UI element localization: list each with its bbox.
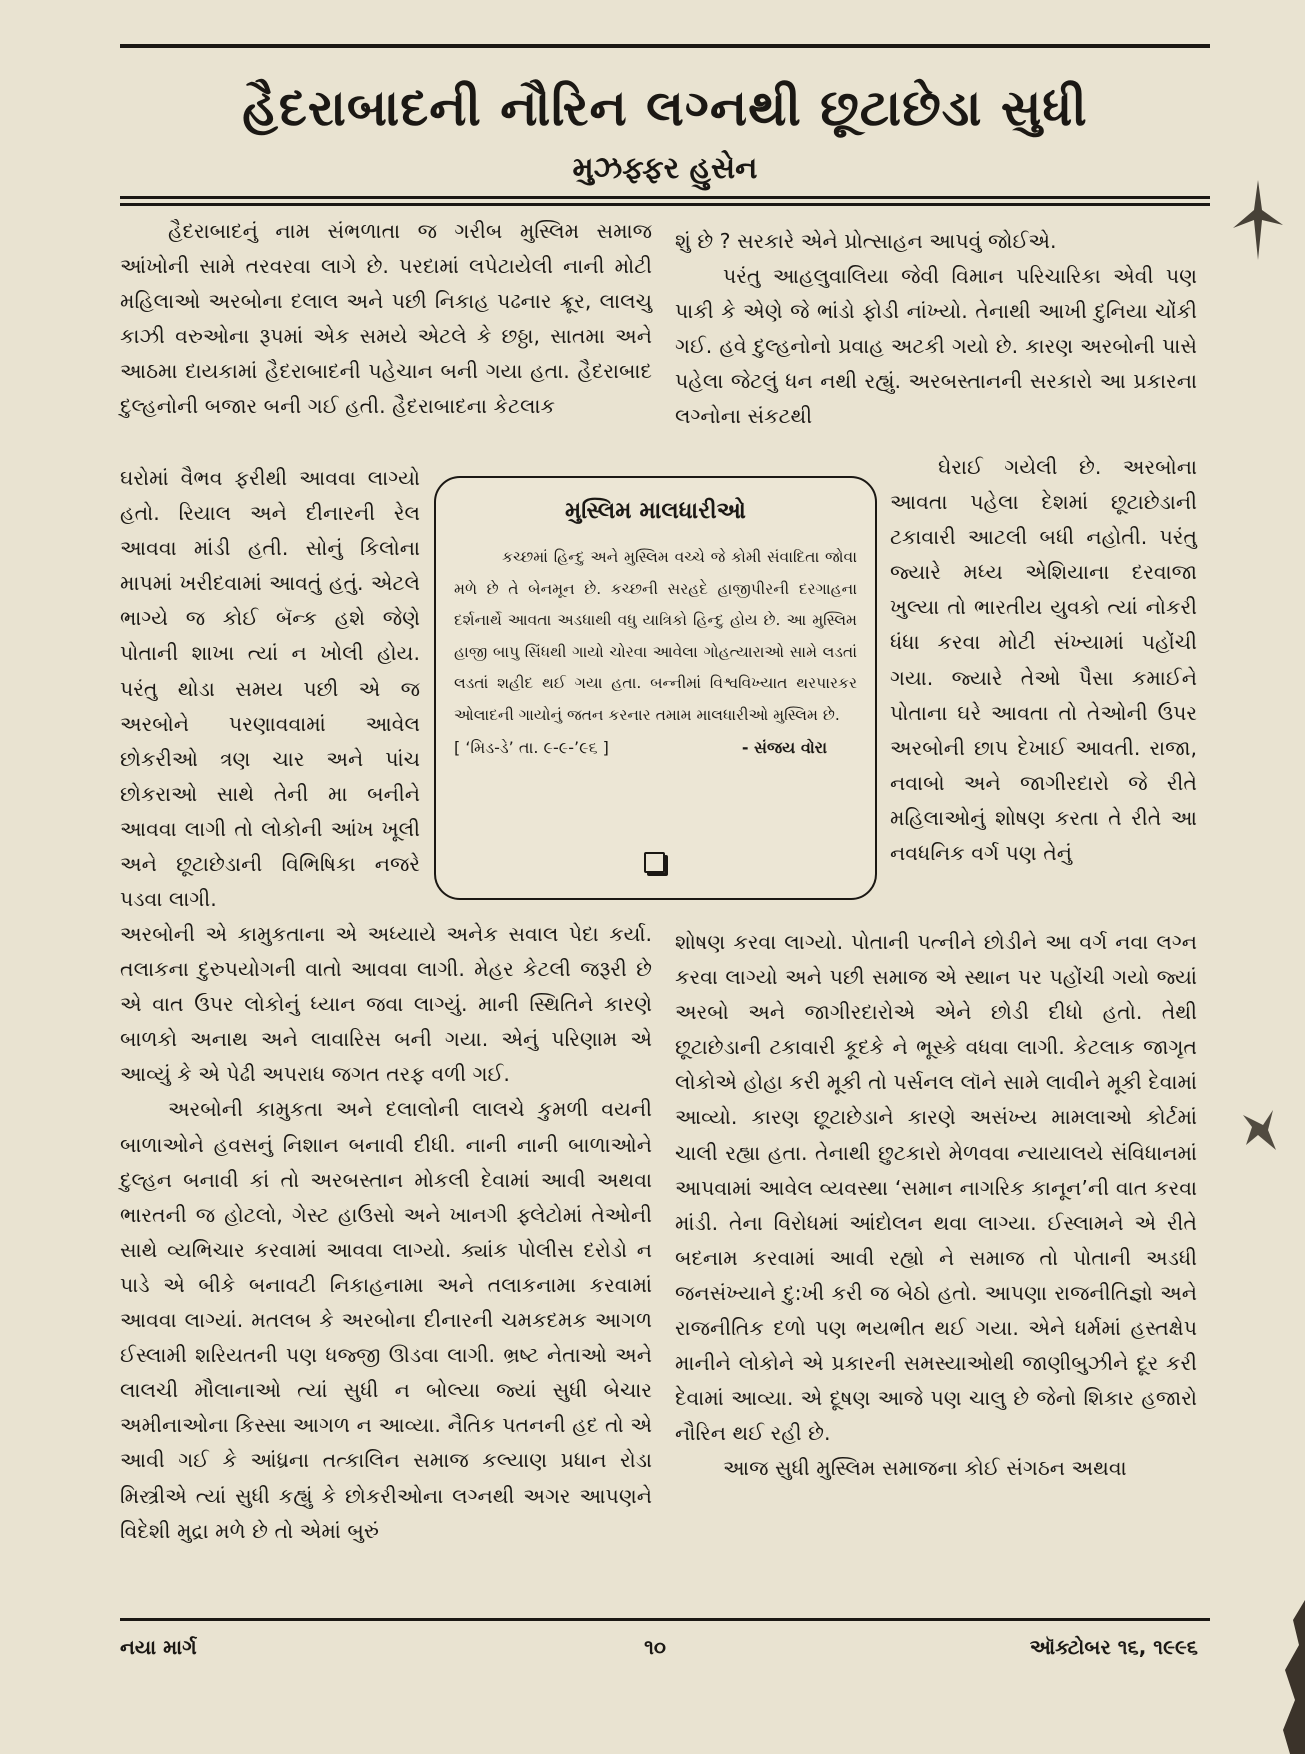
sidebar-source: [ ‘મિડ-ડે’ તા. ૯-૯-’૯૬ ] — [454, 737, 609, 757]
article-title: હૈદરાબાદની નૌરિન લગ્નથી છૂટાછેડા સુધી — [242, 79, 1088, 137]
footer-publication: નયા માર્ગ — [120, 1635, 197, 1659]
footer-rule — [120, 1618, 1210, 1621]
paragraph: હૈદરાબાદનું નામ સંભળાતા જ ગરીબ મુસ્લિમ સમાજ આંખોની સામે તરવરવા લાગે છે. પરદામાં લપેટાયેલી નાની મોટી મહિલાઓ અરબોના દલાલ અને પછી નિકાહ પઢનાર ક્રૂર, લાલચુ કાઝી વરુઓના રૂપમાં એક સમયે એટલે કે છઠ્ઠા, સાતમા અને આઠમા દાયકામાં હૈદરાબાદની પહેચાન બની ગયા હતા. હૈદરાબાદ દુલ્હનોની બજાર બની ગઈ હતી. હૈદરાબાદના કેટલાક — [120, 219, 652, 419]
paper-damage-mark-bottom — [1238, 1105, 1278, 1155]
article-author: મુઝફ્ફર હુસેન — [572, 151, 758, 186]
column-left-bottom — [120, 917, 652, 1549]
torn-edge — [1275, 1600, 1305, 1754]
column-right-narrow — [890, 450, 1197, 871]
paragraph: શું છે ? સરકારે એને પ્રોત્સાહન આપવું જોઈએ. — [675, 229, 1057, 253]
column-left-top — [120, 214, 652, 425]
footer-page-number: ૧૦ — [644, 1635, 666, 1659]
paper-damage-mark-top — [1228, 180, 1288, 260]
paragraph: ઘરોમાં વૈભવ ફરીથી આવવા લાગ્યો હતો. રિયાલ અને દીનારની રેલ આવવા માંડી હતી. સોનું કિલોના માપમાં ખરીદવામાં આવતું હતું. એટલે ભાગ્યે જ કોઈ બૅન્ક હશે જેણે પોતાની શાખા ત્યાં ન ખોલી હોય. પરંતુ થોડા સમય પછી એ જ અરબોને પરણાવવામાં આવેલ છોકરીઓ ત્રણ ચાર અને પાંચ છોકરાઓ સાથે તેની મા બનીને આવવા લાગી તો લોકોની આંખ ખૂલી અને છૂટાછેડાની વિભિષિકા નજરે પડવા લાગી. — [120, 466, 420, 912]
sidebar-source-row — [454, 738, 857, 758]
sidebar-title: મુસ્લિમ માલધારીઓ — [565, 498, 746, 524]
column-right-top — [675, 224, 1197, 435]
sidebar-byline: - સંજય વોરા — [741, 737, 827, 757]
footer-date: ઑક્ટોબર ૧૬, ૧૯૯૬ — [1029, 1635, 1198, 1659]
column-left-narrow — [120, 461, 420, 917]
header-double-rule-bottom — [120, 203, 1210, 206]
paragraph: આજ સુધી મુસ્લિમ સમાજના કોઈ સંગઠન અથવા — [723, 1456, 1127, 1481]
top-rule — [120, 44, 1210, 48]
sidebar-box — [434, 476, 877, 900]
column-right-bottom — [675, 925, 1197, 1487]
paragraph: શોષણ કરવા લાગ્યો. પોતાની પત્નીને છોડીને આ વર્ગ નવા લગ્ન કરવા લાગ્યો અને પછી સમાજ એ સ્થાન પર પહોંચી ગયો જ્યાં અરબો અને જાગીરદારોએ એને છોડી દીધો હતો. તેથી છૂટાછેડાની ટકાવારી કૂદકે ને ભૂસ્કે વધવા લાગી. કેટલાક જાગૃત લોકોએ હોહા કરી મૂકી તો પર્સનલ લૉને સામે લાવીને મૂકી દેવામાં આવ્યો. કારણ છૂટાછેડાને કારણે અસંખ્ય મામલાઓ કોર્ટમાં ચાલી રહ્યા હતા. તેનાથી છુટકારો મેળવવા ન્યાયાલયે સંવિધાનમાં આપવામાં આવેલ વ્યવસ્થા ‘સમાન નાગરિક કાનૂન’ની વાત કરવા માંડી. તેના વિરોધમાં આંદોલન થવા લાગ્યા. ઈસ્લામને એ રીતે બદનામ કરવામાં આવી રહ્યો ને સમાજ તો પોતાની અડધી જનસંખ્યાને દુ:ખી કરી જ બેઠો હતો. આપણા રાજનીતિજ્ઞો અને રાજનીતિક દળો પણ ભયભીત થઈ ગયા. એને ધર્મમાં હસ્તક્ષેપ માનીને લોકોને એ પ્રકારની સમસ્યાઓથી જાણીબુઝીને દૂર કરી દેવામાં આવ્યા. એ દૂષણ આજે પણ ચાલુ છે જેનો શિકાર હજારો નૌરિન થઈ રહી છે. — [675, 930, 1197, 1446]
paragraph: અરબોની કામુકતા અને દલાલોની લાલચે કુમળી વયની બાળાઓને હવસનું નિશાન બનાવી દીધી. નાની નાની બાળાઓને દુલ્હન બનાવી કાં તો અરબસ્તાન મોકલી દેવામાં આવી અથવા ભારતની જ હોટલો, ગેસ્ટ હાઉસો અને ખાનગી ફ્લેટોમાં તેઓની સાથે વ્યભિચાર કરવામાં આવવા લાગ્યો. ક્યાંક પોલીસ દરોડો ન પાડે એ બીકે બનાવટી નિકાહનામા અને તલાકનામા કરવામાં આવવા લાગ્યાં. મતલબ કે અરબોના દીનારની ચમકદમક આગળ ઈસ્લામી શરિયતની પણ ધજ્જી ઊડવા લાગી. ભ્રષ્ટ નેતાઓ અને લાલચી મૌલાનાઓ ત્યાં સુધી ન બોલ્યા જ્યાં સુધી બેચાર અમીનાઓના કિસ્સા આગળ ન આવ્યા. નૈતિક પતનની હદ તો એ આવી ગઈ કે આંધ્રના તત્કાલિન સમાજ કલ્યાણ પ્રધાન રોડા મિસ્ત્રીએ ત્યાં સુધી કહ્યું કે છોકરીઓના લગ્નથી અગર આપણને વિદેશી મુદ્રા મળે છે તો એમાં બુરું — [120, 1097, 652, 1543]
sidebar-text: કચ્છમાં હિન્દુ અને મુસ્લિમ વચ્ચે જે કોમી સંવાદિતા જોવા મળે છે તે બેનમૂન છે. કચ્છની સરહદે હાજીપીરની દરગાહના દર્શનાર્થે આવતા અડધાથી વધુ યાત્રિકો હિન્દુ હોય છે. આ મુસ્લિમ હાજી બાપુ સિંધથી ગાયો ચોરવા આવેલા ગોહત્યારાઓ સામે લડતાં લડતાં શહીદ થઈ ગયા હતા. બન્નીમાં વિશ્વવિખ્યાત થરપારકર ઓલાદની ગાયોનું જતન કરનાર તમામ માલધારીઓ મુસ્લિમ છે. — [454, 548, 857, 724]
paragraph: પરંતુ આહલુવાલિયા જેવી વિમાન પરિચારિકા એવી પણ પાકી કે એણે જે ભાંડો ફોડી નાંખ્યો. તેનાથી આખી દુનિયા ચોંકી ગઈ. હવે દુલ્હનોનો પ્રવાહ અટકી ગયો છે. કારણ અરબોની પાસે પહેલા જેટલું ધન નથી રહ્યું. અરબસ્તાનની સરકારો આ પ્રકારના લગ્નોના સંકટથી — [675, 264, 1197, 429]
header-double-rule-top — [120, 196, 1210, 199]
paragraph: ઘેરાઈ ગયેલી છે. અરબોના આવતા પહેલા દેશમાં છૂટાછેડાની ટકાવારી આટલી બધી નહોતી. પરંતુ જ્યારે મધ્ય એશિયાના દરવાજા ખુલ્યા તો ભારતીય યુવકો ત્યાં નોકરી ધંધા કરવા મોટી સંખ્યામાં પહોંચી ગયા. જ્યારે તેઓ પૈસા કમાઈને પોતાના ઘરે આવતા તો તેઓની ઉપર અરબોની છાપ દેખાઈ આવતી. રાજા, નવાબો અને જાગીરદારો જે રીતે મહિલાઓનું શોષણ કરતા તે રીતે આ નવધનિક વર્ગ પણ તેનું — [890, 455, 1197, 866]
paragraph: અરબોની એ કામુકતાના એ અધ્યાયે અનેક સવાલ પેદા કર્યા. તલાકના દુરુપયોગની વાતો આવવા લાગી. મેહર કેટલી જરૂરી છે એ વાત ઉપર લોકોનું ધ્યાન જવા લાગ્યું. માની સ્થિતિને કારણે બાળકો અનાથ અને લાવારિસ બની ગયા. એનું પરિણામ એ આવ્યું કે એ પેઢી અપરાધ જગત તરફ વળી ગઈ. — [120, 922, 652, 1087]
end-mark-icon — [644, 852, 665, 873]
